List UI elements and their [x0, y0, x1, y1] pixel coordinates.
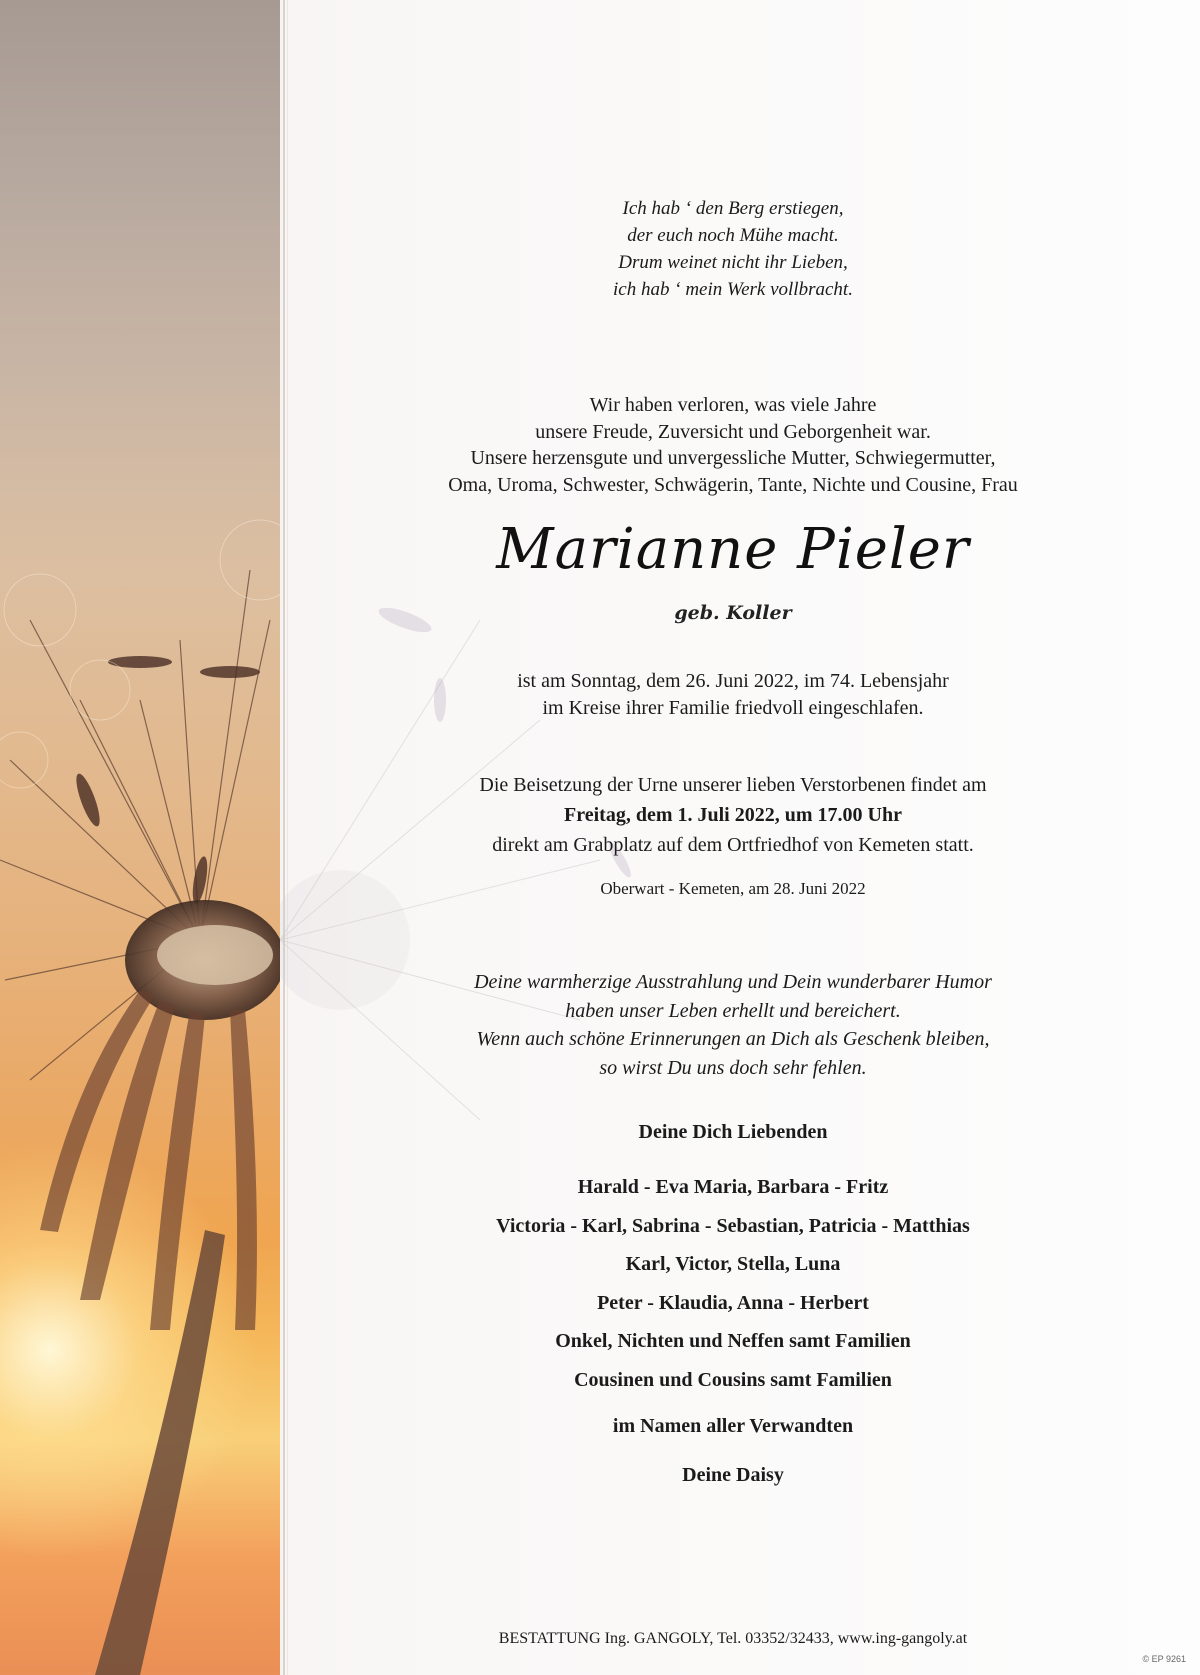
deceased-name: Marianne Pieler — [496, 517, 970, 582]
intro-line: Unsere herzensgute und unvergessliche Mutter, Schwiegermutter, — [470, 447, 996, 469]
mourner-line: Victoria - Karl, Sabrina - Sebastian, Patricia - Matthias — [496, 1214, 970, 1237]
tribute-text — [288, 968, 1178, 1082]
tribute-line: Wenn auch schöne Erinnerungen an Dich als Geschenk bleiben, — [476, 1028, 990, 1050]
dandelion-photo — [0, 0, 280, 1675]
poem-line: Ich hab ‘ den Berg erstiegen, — [622, 198, 844, 219]
poem-line: der euch noch Mühe macht. — [627, 225, 839, 246]
intro-text — [288, 392, 1178, 498]
intro-line: unsere Freude, Zuversicht und Geborgenheit war. — [535, 420, 931, 443]
birth-name: geb. Koller — [674, 602, 792, 624]
poem-line: ich hab ‘ mein Werk vollbracht. — [613, 279, 853, 300]
funeral-line: Die Beisetzung der Urne unserer lieben Verstorbenen findet am — [479, 774, 987, 796]
mourner-line: Cousinen und Cousins samt Familien — [574, 1368, 892, 1391]
mourner-line: Harald - Eva Maria, Barbara - Fritz — [577, 1176, 889, 1198]
intro-line: Wir haben verloren, was viele Jahre — [589, 394, 877, 416]
poem-line: Drum weinet nicht ihr Lieben, — [618, 252, 848, 273]
mourner-line: Karl, Victor, Stella, Luna — [625, 1253, 841, 1275]
tribute-line: Deine warmherzige Ausstrahlung und Dein wunderbarer Humor — [474, 971, 992, 993]
tribute-line: so wirst Du uns doch sehr fehlen. — [599, 1056, 867, 1079]
funeral-date-time: Freitag, dem 1. Juli 2022, um 17.00 Uhr — [564, 804, 902, 826]
place-date: Oberwart - Kemeten, am 28. Juni 2022 — [600, 879, 866, 898]
death-line: im Kreise ihrer Familie friedvoll eingeschlafen. — [542, 696, 924, 719]
daisy-line: Deine Daisy — [682, 1464, 784, 1486]
print-code: © EP 9261 — [1142, 1654, 1186, 1664]
tribute-line: haben unser Leben erhellt und bereichert. — [565, 999, 901, 1022]
obituary-content — [288, 0, 1200, 1675]
mourner-line: Peter - Klaudia, Anna - Herbert — [597, 1291, 869, 1314]
death-notice — [288, 668, 1178, 721]
funeral-home-footer: BESTATTUNG Ing. GANGOLY, Tel. 03352/32433, www.ing-gangoly.at — [498, 1630, 968, 1647]
poem — [288, 195, 1178, 303]
intro-line: Oma, Uroma, Schwester, Schwägerin, Tante, Nichte und Cousine, Frau — [448, 473, 1018, 496]
death-line: ist am Sonntag, dem 26. Juni 2022, im 74. Lebensjahr — [517, 670, 949, 692]
mourner-line: Onkel, Nichten und Neffen samt Familien — [555, 1330, 911, 1352]
mourners-list — [288, 1168, 1178, 1399]
dandelion-illustration — [0, 0, 280, 1675]
funeral-details — [288, 770, 1178, 860]
funeral-location: direkt am Grabplatz auf dem Ortfriedhof von Kemeten statt. — [492, 834, 974, 856]
relatives-line: im Namen aller Verwandten — [612, 1415, 854, 1437]
signature-title: Deine Dich Liebenden — [638, 1121, 828, 1143]
